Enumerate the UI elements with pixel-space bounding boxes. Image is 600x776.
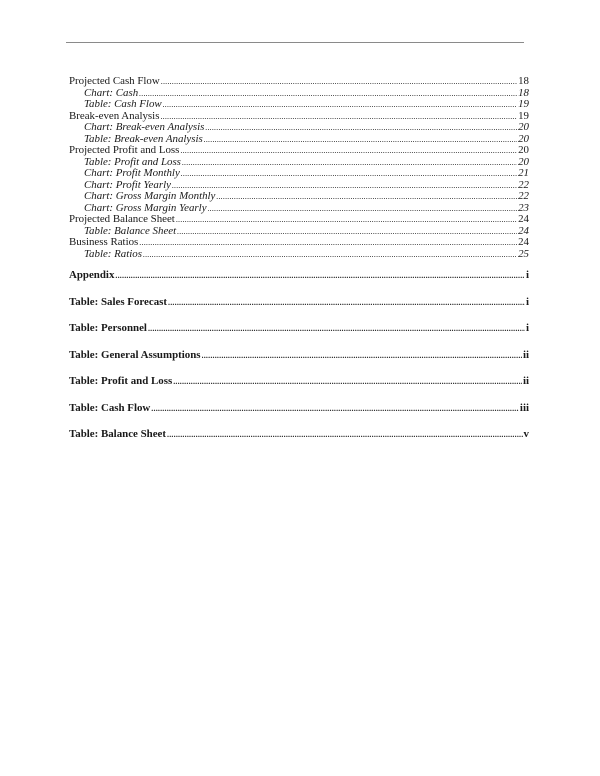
toc-entry-title: Business Ratios — [69, 236, 139, 248]
toc-entry-appendix-balance-sheet[interactable] — [69, 428, 529, 440]
toc-entry-title: Table: General Assumptions — [69, 348, 201, 361]
toc-page-number: 22 — [518, 190, 529, 202]
toc-entry-title: Table: Personnel — [69, 322, 147, 334]
toc-entry-title: Table: Cash Flow — [69, 401, 151, 414]
toc-page-number: i — [525, 322, 529, 334]
toc-page-number: ii — [522, 375, 529, 387]
toc-entry-title: Chart: Cash — [84, 86, 139, 99]
toc-page-number: 25 — [518, 247, 529, 260]
toc-page-number: 23 — [518, 201, 529, 214]
dot-leader — [168, 297, 525, 309]
dot-leader — [216, 191, 517, 203]
toc-page-number: 20 — [518, 155, 529, 168]
toc-page-number: 21 — [518, 167, 529, 179]
toc-entry-title: Table: Balance Sheet — [84, 224, 177, 237]
toc-page-number: iii — [519, 401, 529, 414]
dot-leader — [139, 237, 517, 249]
dot-leader — [205, 122, 517, 134]
toc-entry-title: Break-even Analysis — [69, 109, 160, 122]
toc-entry-chart-gross-margin-monthly[interactable] — [69, 191, 529, 203]
dot-leader — [176, 214, 517, 226]
dot-leader — [151, 403, 519, 415]
dot-leader — [181, 168, 517, 180]
toc-entry-title: Chart: Profit Monthly — [84, 167, 180, 179]
toc-entry-table-balance-sheet[interactable] — [69, 226, 529, 238]
toc-page-number: 20 — [518, 121, 529, 133]
toc-entry-title: Chart: Gross Margin Yearly — [84, 201, 207, 214]
toc-entry-projected-profit-and-loss[interactable] — [69, 145, 529, 157]
toc-entry-title: Table: Sales Forecast — [69, 295, 168, 308]
toc-entry-table-cash-flow[interactable] — [69, 99, 529, 111]
toc-entry-table-ratios[interactable] — [69, 249, 529, 261]
dot-leader — [208, 203, 518, 215]
toc-entry-title: Table: Cash Flow — [84, 98, 162, 110]
dot-leader — [202, 350, 522, 362]
toc-entry-chart-break-even-analysis[interactable] — [69, 122, 529, 134]
toc-page-number: 20 — [518, 144, 529, 156]
dot-leader — [161, 76, 517, 88]
table-of-contents — [69, 76, 529, 440]
toc-entry-title: Projected Balance Sheet — [69, 213, 175, 225]
dot-leader — [180, 145, 517, 157]
toc-entry-title: Table: Ratios — [84, 247, 142, 260]
toc-entry-title: Chart: Break-even Analysis — [84, 121, 205, 133]
toc-entry-projected-balance-sheet[interactable] — [69, 214, 529, 226]
toc-entry-title: Chart: Profit Yearly — [84, 178, 171, 191]
dot-leader — [172, 180, 517, 192]
toc-page-number: i — [525, 295, 529, 308]
dot-leader — [177, 226, 517, 238]
toc-page-number: 24 — [518, 213, 529, 225]
toc-page-number: 18 — [518, 75, 529, 87]
header-rule — [66, 42, 524, 43]
toc-entry-appendix-sales-forecast[interactable] — [69, 296, 529, 308]
toc-page-number: i — [525, 269, 529, 281]
dot-leader — [163, 99, 517, 111]
toc-entry-title: Appendix — [69, 269, 115, 281]
toc-entry-title: Projected Cash Flow — [69, 75, 160, 87]
toc-entry-appendix-cash-flow[interactable] — [69, 402, 529, 414]
toc-entry-appendix-profit-and-loss[interactable] — [69, 375, 529, 387]
dot-leader — [167, 429, 523, 441]
toc-entry-business-ratios[interactable] — [69, 237, 529, 249]
toc-entry-appendix-personnel[interactable] — [69, 322, 529, 334]
dot-leader — [204, 134, 517, 146]
toc-page-number: 22 — [518, 178, 529, 191]
dot-leader — [139, 88, 517, 100]
toc-page-number: 19 — [518, 109, 529, 122]
toc-page-number: 24 — [518, 236, 529, 248]
toc-entry-title: Table: Profit and Loss — [84, 155, 181, 168]
toc-entry-title: Chart: Gross Margin Monthly — [84, 190, 216, 202]
toc-entry-title: Table: Balance Sheet — [69, 428, 167, 440]
toc-page-number: 20 — [518, 132, 529, 145]
toc-entry-title: Table: Break-even Analysis — [84, 132, 203, 145]
toc-page-number: 24 — [518, 224, 529, 237]
dot-leader — [143, 249, 517, 261]
toc-entry-title: Table: Profit and Loss — [69, 375, 173, 387]
toc-page-number: 19 — [518, 98, 529, 110]
dot-leader — [160, 111, 517, 123]
toc-page-number: v — [523, 428, 529, 440]
toc-entry-projected-cash-flow[interactable] — [69, 76, 529, 88]
dot-leader — [173, 376, 522, 388]
toc-entry-appendix-general-assumptions[interactable] — [69, 349, 529, 361]
dot-leader — [115, 270, 525, 282]
toc-page-number: ii — [522, 348, 529, 361]
toc-entry-appendix[interactable] — [69, 269, 529, 281]
toc-entry-chart-profit-monthly[interactable] — [69, 168, 529, 180]
dot-leader — [182, 157, 517, 169]
toc-page-number: 18 — [518, 86, 529, 99]
dot-leader — [148, 323, 525, 335]
toc-entry-title: Projected Profit and Loss — [69, 144, 180, 156]
